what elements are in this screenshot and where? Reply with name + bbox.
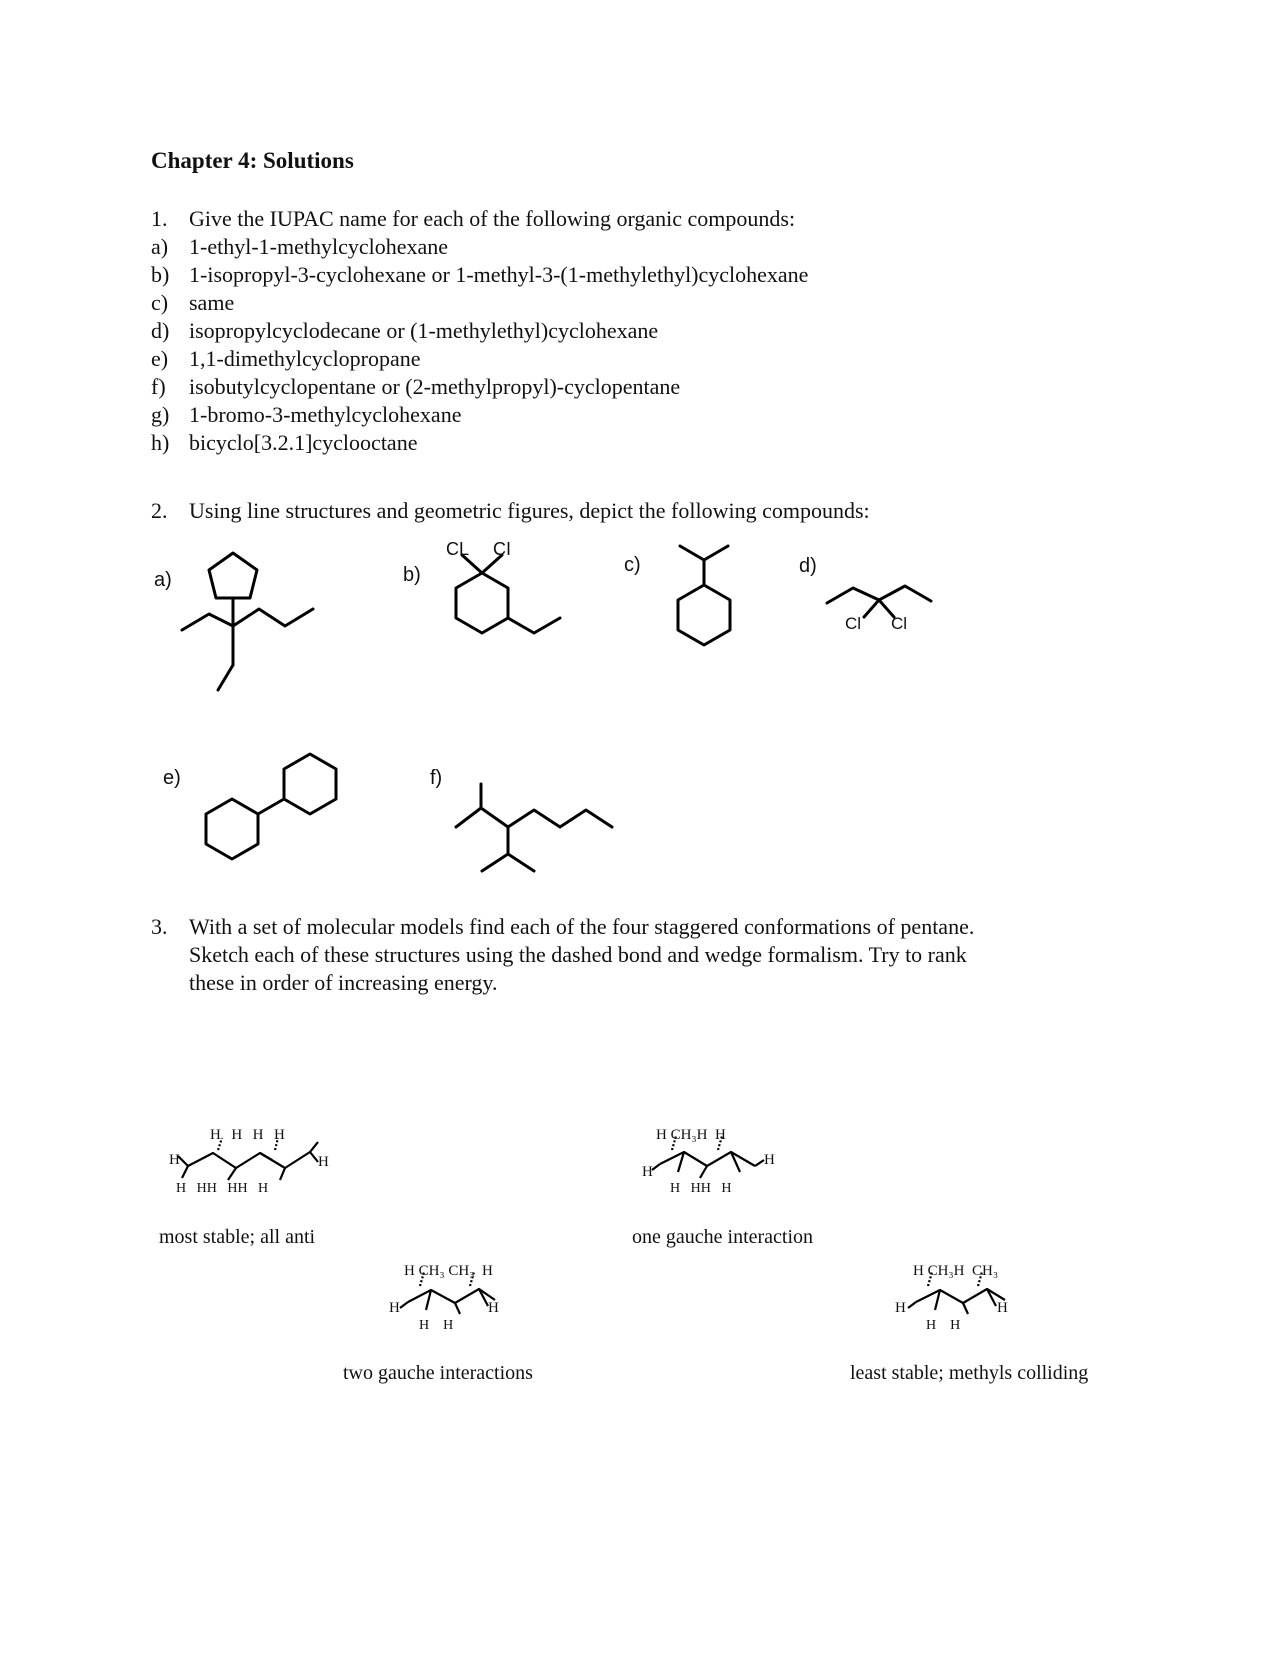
conformation-2-caption: one gauche interaction — [632, 1226, 814, 1248]
answer-label: d) — [151, 318, 170, 343]
answer-label: c) — [151, 290, 169, 315]
question-prompt: Using line structures and geometric figures, depict the following compounds: — [189, 498, 870, 523]
conformation-2-left-atom: H — [642, 1164, 653, 1180]
conformation-3-top-atoms: H CH₃ CH₃ H — [404, 1263, 493, 1279]
conformation-1-right-atom: H — [318, 1154, 329, 1170]
conformation-2-right-atom: H — [764, 1152, 775, 1168]
answer-text: 1-bromo-3-methylcyclohexane — [189, 402, 462, 427]
answer-label: h) — [151, 430, 170, 455]
atom-label: CI — [493, 539, 511, 559]
answer-text: bicyclo[3.2.1]cyclooctane — [189, 430, 418, 455]
conformation-2-top-atoms: H CH₃H H — [656, 1127, 726, 1143]
conformation-2-bottom-atoms: H HH H — [670, 1181, 732, 1196]
conformation-4-caption: least stable; methyls colliding — [850, 1362, 1089, 1384]
question-number: 2. — [151, 498, 168, 523]
answer-text: 1-ethyl-1-methylcyclohexane — [189, 234, 449, 259]
conformation-1-top-atoms: H H H H — [210, 1127, 286, 1143]
answer-label: a) — [151, 234, 169, 259]
conformation-3-bottom-atoms: H H — [419, 1318, 454, 1333]
question-text: Sketch each of these structures using the dashed bond and wedge formalism. Try to rank — [189, 942, 967, 967]
atom-label: Cl — [845, 614, 862, 633]
structure-label-b: b) — [403, 564, 421, 586]
answer-text: same — [189, 290, 235, 315]
conformation-4-top-atoms: H CH₃H CH₃ — [913, 1263, 999, 1279]
question-number: 1. — [151, 206, 168, 231]
atom-label: Cl — [891, 614, 908, 633]
question-prompt: Give the IUPAC name for each of the following organic compounds: — [189, 206, 796, 231]
answer-text: 1,1-dimethylcyclopropane — [189, 346, 421, 371]
conformation-4-left-atom: H — [895, 1300, 906, 1316]
answer-text: isopropylcyclodecane or (1-methylethyl)cyclohexane — [189, 318, 659, 343]
conformation-3-caption: two gauche interactions — [343, 1362, 533, 1384]
conformation-3-left-atom: H — [389, 1300, 400, 1316]
conformation-1-left-atom: H — [169, 1152, 180, 1168]
answer-label: f) — [151, 374, 166, 399]
question-number: 3. — [151, 914, 168, 939]
conformation-1-bottom-atoms: H HH HH H — [176, 1181, 269, 1196]
structure-label-d: d) — [799, 555, 817, 577]
conformation-3-right-atom: H — [488, 1300, 499, 1316]
answer-label: b) — [151, 262, 170, 287]
answer-label: e) — [151, 346, 169, 371]
question-text: these in order of increasing energy. — [189, 970, 498, 995]
answer-text: isobutylcyclopentane or (2-methylpropyl)-cyclopentane — [189, 374, 681, 399]
atom-label: CL — [446, 539, 470, 559]
structure-label-c: c) — [624, 554, 641, 576]
structure-label-f: f) — [430, 767, 443, 789]
answer-label: g) — [151, 402, 170, 427]
answer-text: 1-isopropyl-3-cyclohexane or 1-methyl-3-(1-methylethyl)cyclohexane — [189, 262, 809, 287]
page-title: Chapter 4: Solutions — [151, 148, 354, 173]
question-text: With a set of molecular models find each of the four staggered conformations of pentane. — [189, 914, 975, 939]
structure-label-e: e) — [163, 767, 181, 789]
conformation-1-structure — [178, 1138, 318, 1180]
conformation-1-caption: most stable; all anti — [159, 1226, 316, 1248]
conformation-4-right-atom: H — [997, 1300, 1008, 1316]
conformation-4-bottom-atoms: H H — [926, 1318, 961, 1333]
structure-label-a: a) — [154, 569, 172, 591]
